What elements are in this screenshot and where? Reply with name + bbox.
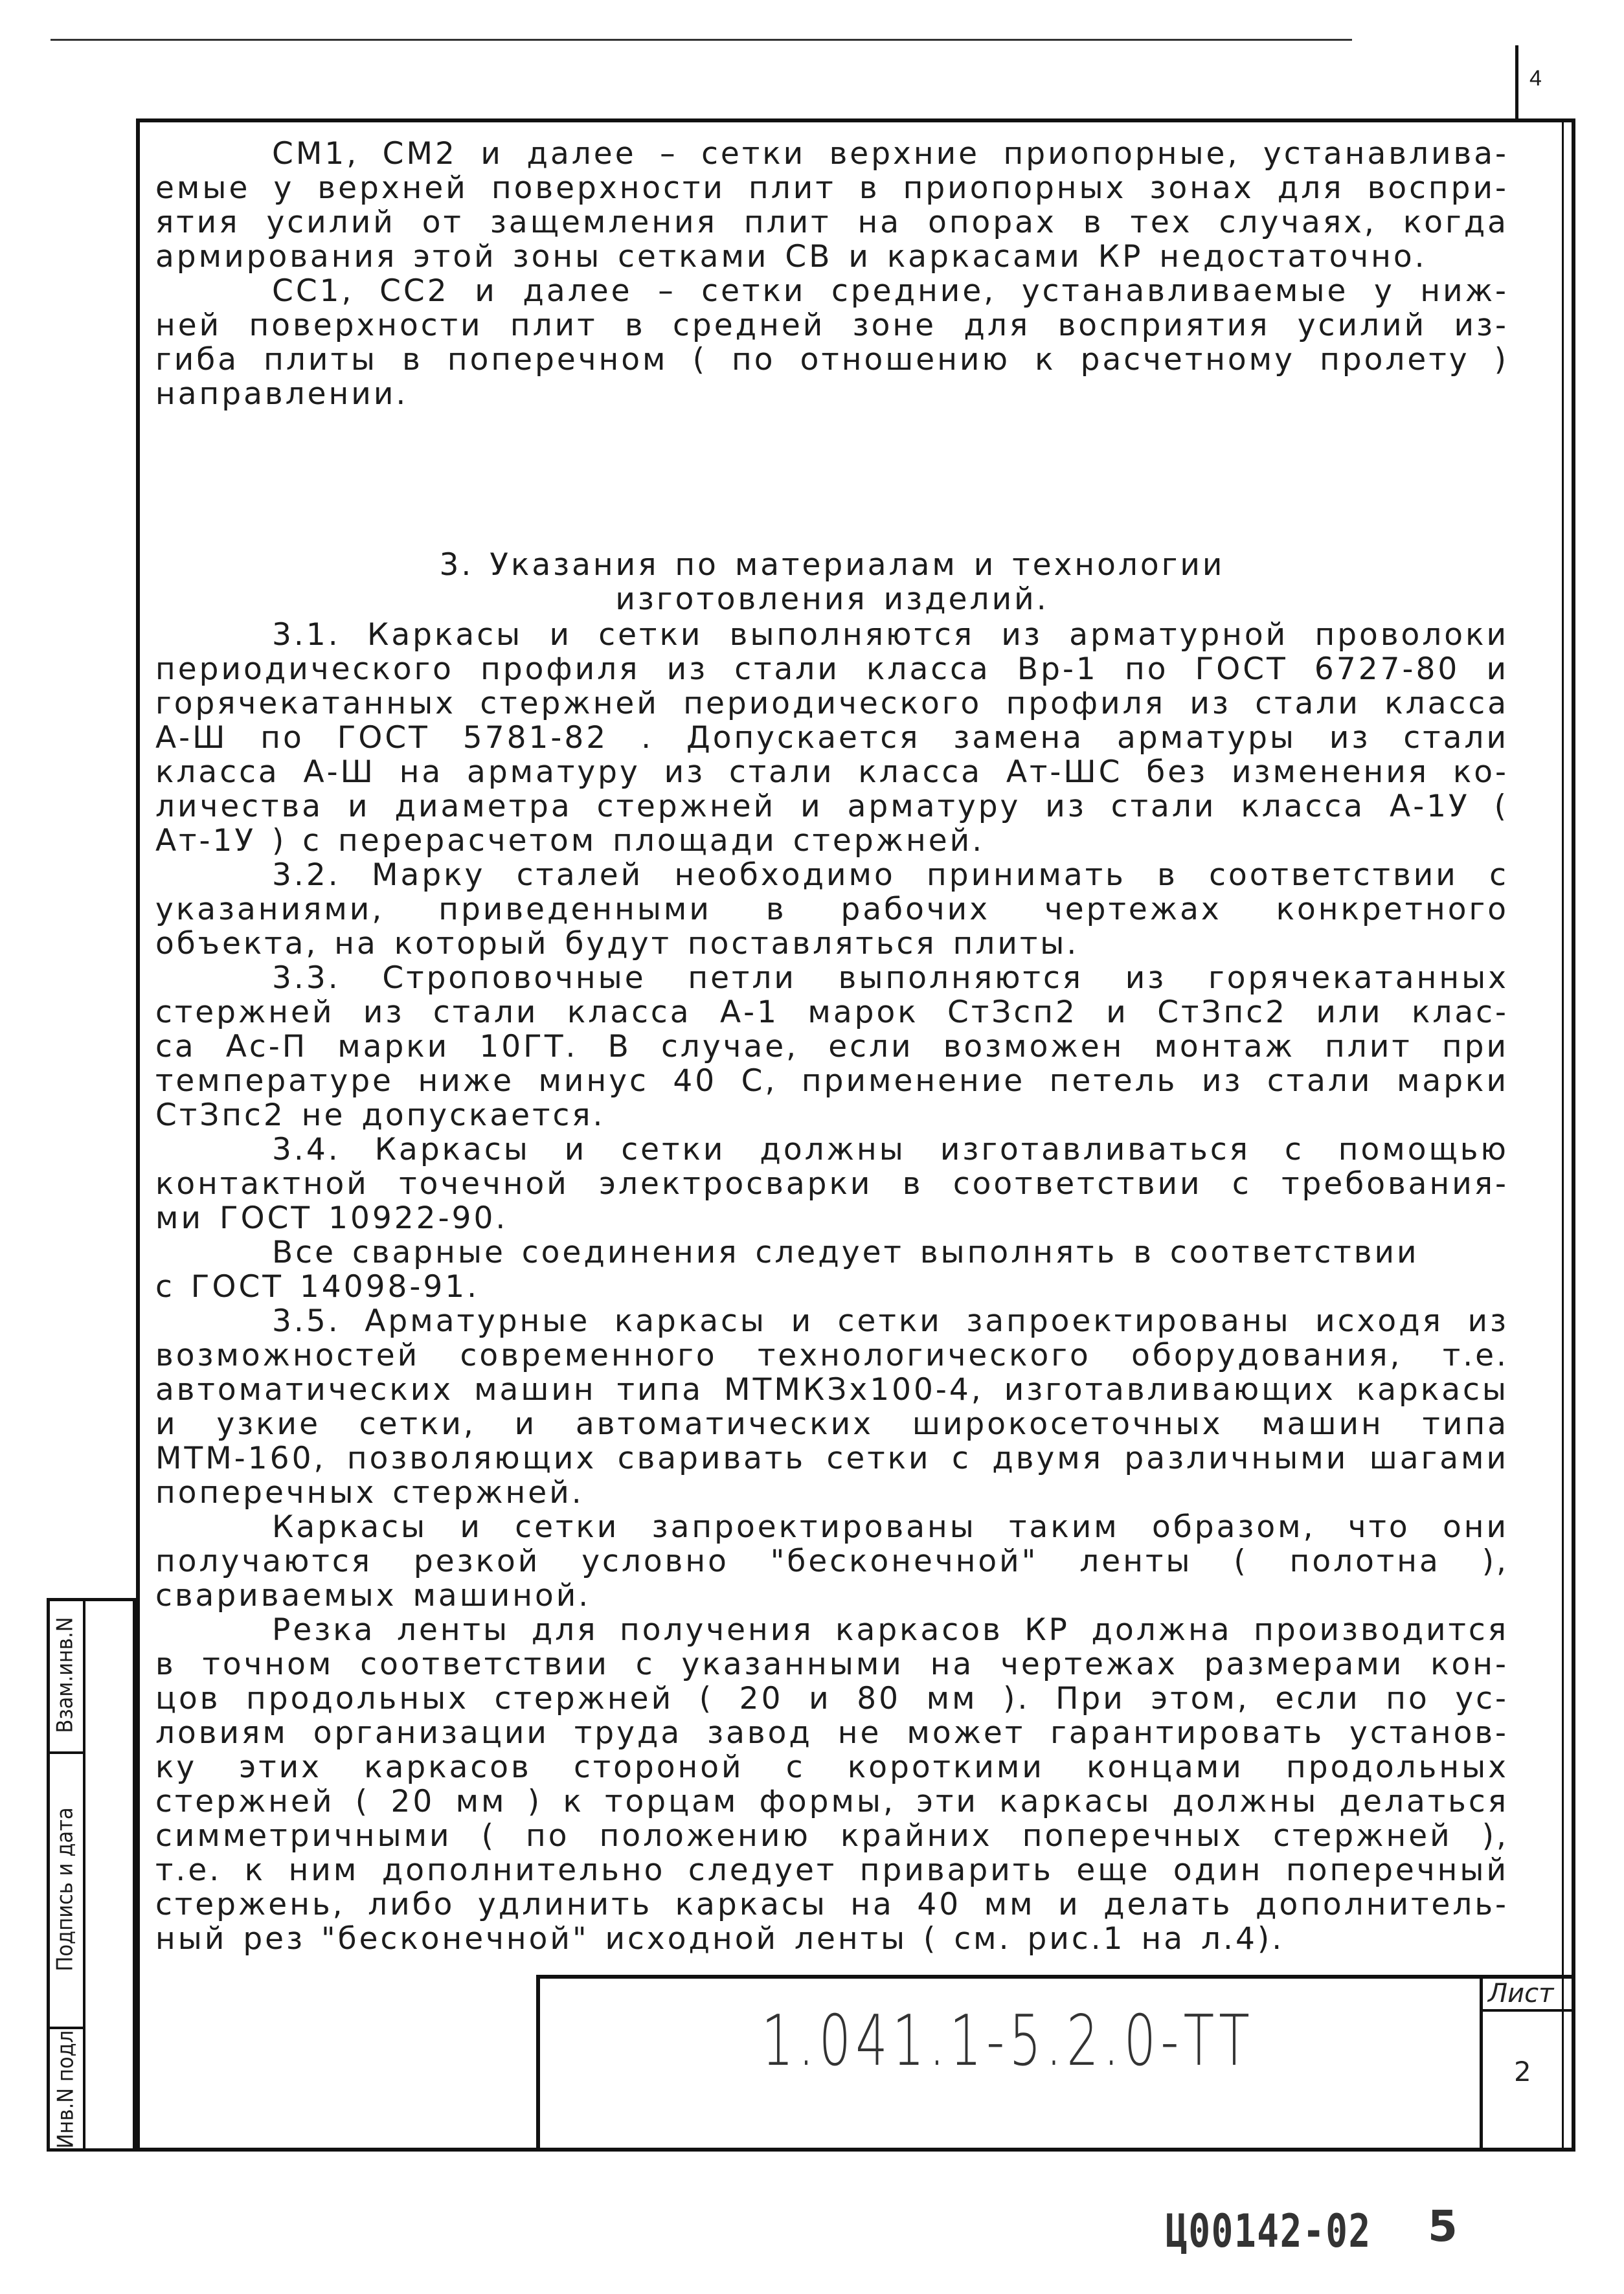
text-line: Резка ленты для получения каркасов КР должна производится [272, 1612, 1509, 1648]
text-line: 3.3. Строповочные петли выполняются из горячекатанных [272, 960, 1509, 996]
text-line: объекта, на который будут поставляться плиты. [155, 926, 1079, 961]
title-block-sheet-rule [1480, 2009, 1575, 2012]
text-line: СС1, СС2 и далее – сетки средние, устанавливаемые у ниж- [272, 273, 1509, 309]
page-number-tab [1515, 45, 1573, 118]
text-line: 3.1. Каркасы и сетки выполняются из арматурной проволоки [272, 617, 1509, 653]
text-line: направлении. [155, 376, 409, 412]
text-line: Все сварные соединения следует выполнять в соответствии [272, 1235, 1419, 1270]
margin-label-inv-podl: Инв.N подл [52, 2030, 79, 2148]
text-line: поперечных стержней. [155, 1475, 584, 1511]
text-line: 3.2. Марку сталей необходимо принимать в соответствии с [272, 857, 1509, 893]
text-line: указаниями, приведенными в рабочих чертежах конкретного [155, 892, 1509, 927]
text-line: горячекатанных стержней периодического профиля из стали класса [155, 686, 1509, 721]
text-line: Каркасы и сетки запроектированы таким образом, что они [272, 1509, 1509, 1545]
text-line: СтЗпс2 не допускается. [155, 1097, 605, 1133]
sheet-label: Лист [1488, 1979, 1554, 2008]
text-line: в точном соответствии с указанными на чертежах размерами кон- [155, 1647, 1509, 1682]
text-line: армирования этой зоны сетками СВ и каркасами КР недостаточно. [155, 239, 1427, 275]
text-line: А-Ш по ГОСТ 5781-82 . Допускается замена арматуры из стали [155, 720, 1509, 756]
text-line: т.е. к ним дополнительно следует приварить еще один поперечный [155, 1852, 1509, 1888]
text-line: контактной точечной электросварки в соответствии с требования- [155, 1166, 1509, 1202]
text-line: получаются резкой условно "бесконечной" ленты ( полотна ), [155, 1544, 1509, 1579]
section-heading: 3. Указания по материалам и технологии [439, 547, 1225, 583]
text-line: ней поверхности плит в средней зоне для восприятия усилий из- [155, 308, 1509, 343]
text-line: 3.5. Арматурные каркасы и сетки запроектированы исходя из [272, 1303, 1509, 1339]
margin-column-rule [83, 1598, 85, 2152]
document-code: 1.041.1-5.2.0-ТТ [761, 2001, 1254, 2082]
text-line: Ат-1У ) с перерасчетом площади стержней. [155, 823, 985, 859]
text-line: с ГОСТ 14098-91. [155, 1269, 480, 1305]
text-line: личества и диаметра стержней и арматуру из стали класса А-1У ( [155, 789, 1509, 824]
text-line: цов продольных стержней ( 20 и 80 мм ). При этом, если по ус- [155, 1681, 1509, 1716]
text-line: ку этих каркасов стороной с короткими концами продольных [155, 1749, 1509, 1785]
text-line: ный рез "бесконечной" исходной ленты ( см. рис.1 на л.4). [155, 1921, 1285, 1957]
text-line: гиба плиты в поперечном ( по отношению к расчетному пролету ) [155, 342, 1509, 377]
archive-page: 5 [1428, 2201, 1458, 2251]
sheet-number: 2 [1514, 2056, 1531, 2087]
text-line: емые у верхней поверхности плит в приопорных зонах для воспри- [155, 170, 1509, 206]
text-line: ловиям организации труда завод не может гарантировать установ- [155, 1715, 1509, 1751]
text-line: и узкие сетки, и автоматических широкосеточных машин типа [155, 1406, 1509, 1442]
margin-label-podpis-data: Подпись и дата [52, 1806, 78, 1972]
text-line: 3.4. Каркасы и сетки должны изготавливаться с помощью [272, 1132, 1509, 1167]
text-line: стержень, либо удлинить каркасы на 40 мм и делать дополнитель- [155, 1887, 1509, 1922]
frame-right-rule [1562, 118, 1564, 2152]
text-line: СМ1, СМ2 и далее – сетки верхние приопорные, устанавлива- [272, 136, 1509, 172]
page-number: 4 [1529, 66, 1542, 91]
text-line: ми ГОСТ 10922-90. [155, 1200, 508, 1236]
text-line: свариваемых машиной. [155, 1578, 591, 1614]
text-line: класса А-Ш на арматуру из стали класса Ат-ШС без изменения ко- [155, 754, 1509, 790]
text-line: са Ас-П марки 10ГТ. В случае, если возможен монтаж плит при [155, 1029, 1509, 1064]
text-line: ятия усилий от защемления плит на опорах в тех случаях, когда [155, 205, 1509, 240]
archive-number: Ц00142-02 [1166, 2205, 1371, 2258]
text-line: стержней ( 20 мм ) к торцам формы, эти каркасы должны делаться [155, 1784, 1509, 1819]
text-line: температуре ниже минус 40 С, применение петель из стали марки [155, 1063, 1509, 1099]
title-block-divider [1480, 1975, 1483, 2152]
text-line: стержней из стали класса А-1 марок СтЗсп2 и СтЗпс2 или клас- [155, 995, 1509, 1030]
text-line: периодического профиля из стали класса Вр-1 по ГОСТ 6727-80 и [155, 651, 1509, 687]
text-line: МТМ-160, позволяющих сваривать сетки с двумя различными шагами [155, 1441, 1509, 1476]
text-line: возможностей современного технологического оборудования, т.е. [155, 1338, 1509, 1373]
text-line: симметричными ( по положению крайних поперечных стержней ), [155, 1818, 1509, 1854]
margin-label-vzam-inv: Взам.инв.N [52, 1616, 78, 1733]
text-line: автоматических машин типа МТМКЗх100-4, изготавливающих каркасы [155, 1372, 1509, 1408]
section-heading: изготовления изделий. [615, 581, 1049, 617]
top-rule [51, 39, 1352, 41]
